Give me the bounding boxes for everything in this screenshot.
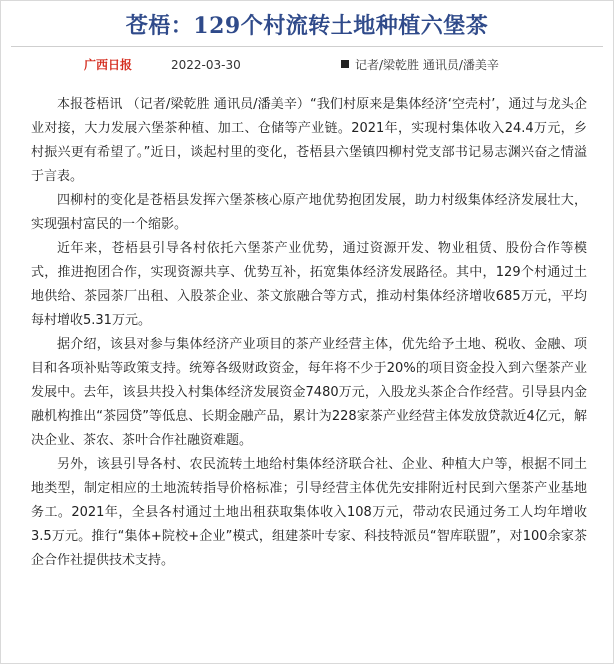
square-bullet-icon <box>341 60 349 68</box>
article-title: 苍梧：129个村流转土地种植六堡茶 <box>125 13 489 39</box>
article-paragraph: 四柳村的变化是苍梧县发挥六堡茶核心原产地优势抱团发展，助力村级集体经济发展壮大，实现强村富民的一个缩影。 <box>31 193 587 232</box>
article-paragraph: 另外，该县引导各村、农民流转土地给村集体经济联合社、企业、种植大户等，根据不同土地类型，制定相应的土地流转指导价格标准；引导经营主体优先安排附近村民到六堡茶产业基地务工。2021年，全县各村通过土地出租获取集体收入108万元，带动农民通过务工人均年增收3.5万元。推行“集体+院校+企业”模式，组建茶叶专家、科技特派员“智库联盟”，对100余家茶企合作社提供技术支持。 <box>31 457 587 568</box>
article-body <box>31 93 587 573</box>
article-paragraph: 据介绍，该县对参与集体经济产业项目的茶产业经营主体，优先给予土地、税收、金融、项目和各项补贴等政策支持。统筹各级财政资金，每年将不少于20%的项目资金投入到六堡茶产业发展中。去年，该县共投入村集体经济发展资金7480万元，入股龙头茶企合作经营。引导县内金融机构推出“茶园贷”等低息、长期金融产品，累计为228家茶产业经营主体发放贷款近4亿元，解决企业、茶农、茶叶合作社融资难题。 <box>31 337 587 448</box>
source-link[interactable]: 广西日报 <box>84 58 133 72</box>
title-divider <box>11 46 603 47</box>
article-paragraph: 近年来，苍梧县引导各村依托六堡茶产业优势，通过资源开发、物业租赁、股份合作等模式，推进抱团合作，实现资源共享、优势互补，拓宽集体经济发展路径。其中，129个村通过土地供给、茶园茶厂出租、入股茶企业、茶文旅融合等方式，推动村集体经济增收685万元，平均每村增收5.31万元。 <box>31 241 587 328</box>
article-paragraph: 本报苍梧讯 （记者/梁乾胜 通讯员/潘美辛）“我们村原来是集体经济‘空壳村’，通过与龙头企业对接，大力发展六堡茶种植、加工、仓储等产业链。2021年，实现村集体收入24.4万元，乡村振兴更有希望了。”近日，谈起村里的变化，苍梧县六堡镇四柳村党支部书记易志渊兴奋之情溢于言表。 <box>31 97 587 184</box>
reporter-byline <box>341 58 499 72</box>
reporter-names: 记者/梁乾胜 通讯员/潘美辛 <box>355 58 499 72</box>
publish-date: 2022-03-30 <box>171 58 241 72</box>
